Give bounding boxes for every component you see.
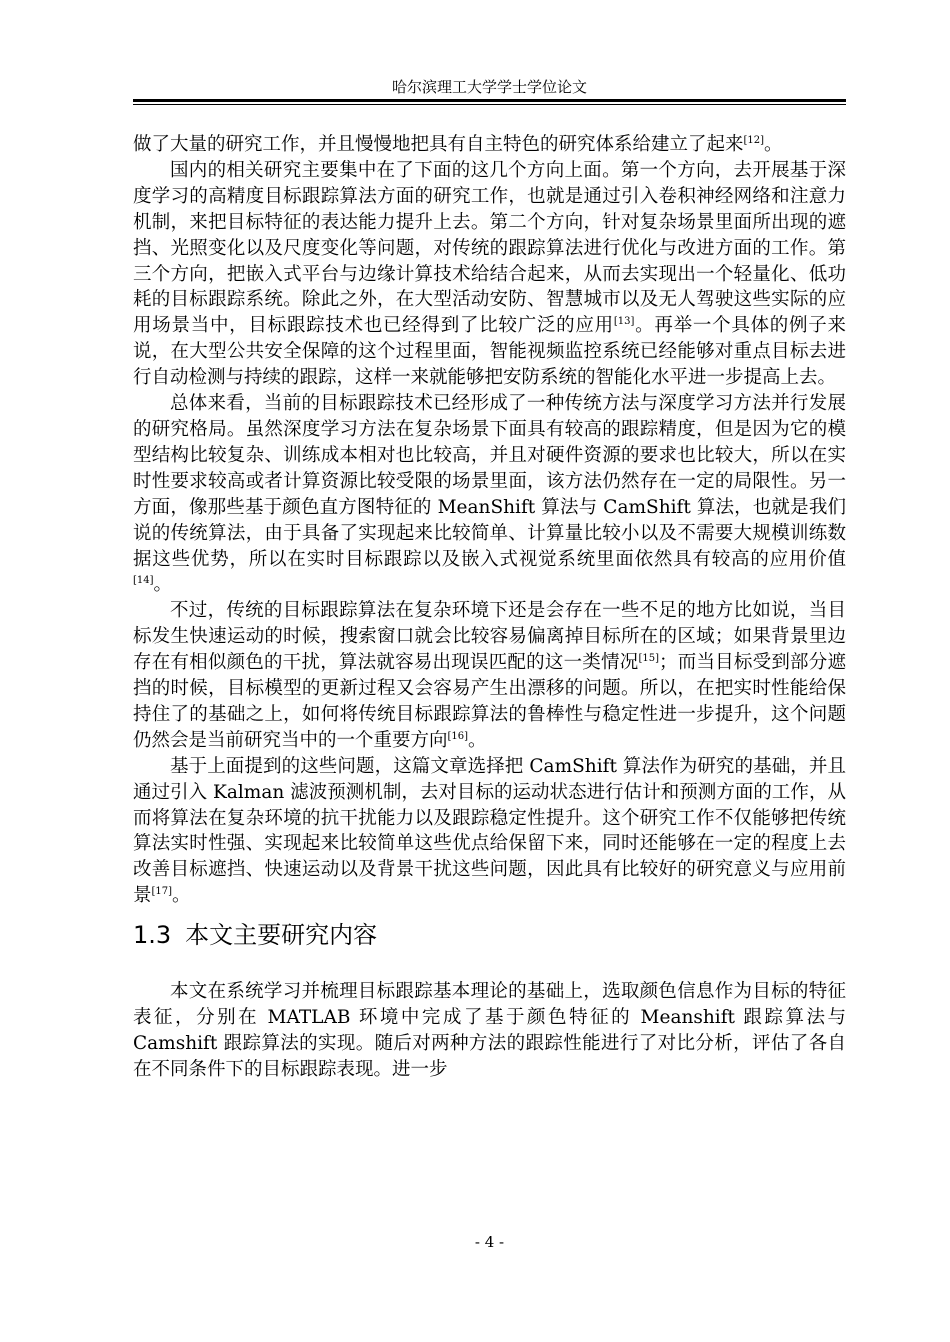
citation-ref: [17] (151, 886, 173, 898)
paragraph-text: 总体来看，当前的目标跟踪技术已经形成了一种传统方法与深度学习方法并行发展的研究格局。虽然深度学习方法在复杂场景下面具有较高的跟踪精度，但是因为它的模型结构比较复杂、训练成本相对也比较高，并且对硬件资源的要求也比较大，所以在实时性要求较高或者计算资源比较受限的场景里面，该方法仍然存在一定的局限性。另一方面，像那些基于颜色直方图特征的 MeanShift 算法与 CamShift 算法，也就是我们说的传统算法，由于具备了实现起来比较简单、计算量比较小以及不需要大规模训练数据这些优势，所以在实时目标跟踪以及嵌入式视觉系统里面依然具有较高的应用价值 (133, 393, 846, 570)
paragraph-tail: ；而当目标受到部分遮挡的时候，目标模型的更新过程又会容易产生出漂移的问题。所以，在把实时性能给保持住了的基础之上，如何将传统目标跟踪算法的鲁棒性与稳定性进一步提升，这个问题仍然会是当前研究当中的一个重要方向 (133, 652, 846, 751)
paragraph (133, 754, 846, 909)
paragraph-tail: 。 (468, 729, 487, 751)
section-title: 本文主要研究内容 (185, 921, 378, 950)
citation-ref: [13] (613, 316, 635, 328)
paragraph (133, 158, 846, 391)
paragraph-text: 不过，传统的目标跟踪算法在复杂环境下还是会存在一些不足的地方比如说，当目标发生快速运动的时候，搜索窗口就会比较容易偏离掉目标所在的区域；如果背景里边存在有相似颜色的干扰，算法就容易出现误匹配的这一类情况 (133, 600, 846, 674)
paragraph (133, 598, 846, 753)
paragraph-tail: 。 (153, 574, 173, 596)
paragraph-text: 做了大量的研究工作，并且慢慢地把具有自主特色的研究体系给建立了起来 (133, 134, 744, 155)
paragraph (133, 979, 846, 1083)
paragraph (133, 391, 846, 598)
paragraph-continuation (133, 132, 846, 158)
paragraph-tail: 。 (172, 885, 191, 907)
citation-ref: [16] (447, 730, 469, 742)
paragraph-text: 基于上面提到的这些问题，这篇文章选择把 CamShift 算法作为研究的基础，并且通过引入 Kalman 滤波预测机制，去对目标的运动状态进行估计和预测方面的工作，从而将算法在复杂环境的抗干扰能力以及跟踪稳定性提升。这个研究工作不仅能够把传统算法实时性强、实现起来比较简单这些优点给保留下来，同时还能够在一定的程度上去改善目标遮挡、快速运动以及背景干扰这些问题，因此具有比较好的研究意义与应用前景 (133, 755, 846, 907)
citation-ref: [12] (743, 134, 765, 146)
citation-ref: [15] (638, 652, 659, 664)
section-heading (133, 919, 846, 951)
body-text (133, 132, 846, 1083)
paragraph-text: 国内的相关研究主要集中在了下面的这几个方向上面。第一个方向，去开展基于深度学习的高精度目标跟踪算法方面的研究工作，也就是通过引入卷积神经网络和注意力机制，来把目标特征的表达能力提升上去。第二个方向，针对复杂场景里面所出现的遮挡、光照变化以及尺度变化等问题，对传统的跟踪算法进行优化与改进方面的工作。第三个方向，把嵌入式平台与边缘计算技术给结合起来，从而去实现出一个轻量化、低功耗的目标跟踪系统。除此之外，在大型活动安防、智慧城市以及无人驾驶这些实际的应用场景当中，目标跟踪技术也已经得到了比较广泛的应用 (133, 159, 846, 337)
page-number: - 4 - (474, 1233, 505, 1251)
paragraph-tail: 。再举一个具体的例子来说，在大型公共安全保障的这个过程里面，智能视频监控系统已经能够对重点目标去进行自动检测与持续的跟踪，这样一来就能够把安防系统的智能化水平进一步提高上去。 (133, 315, 846, 389)
section-number: 1.3 (133, 921, 172, 950)
paragraph-tail: 。 (764, 134, 783, 155)
header-rule-thin (133, 104, 846, 105)
paragraph-text: 本文在系统学习并梳理目标跟踪基本理论的基础上，选取颜色信息作为目标的特征表征，分别在 MATLAB 环境中完成了基于颜色特征的 Meanshift 跟踪算法与 Camshift 跟踪算法的实现。随后对两种方法的跟踪性能进行了对比分析，评估了各自在不同条件下的目标跟踪表现。进一步 (133, 981, 846, 1080)
citation-ref: [14] (133, 575, 154, 587)
running-header: 哈尔滨理工大学学士学位论文 (391, 78, 587, 96)
header-rule-thick (133, 99, 846, 102)
